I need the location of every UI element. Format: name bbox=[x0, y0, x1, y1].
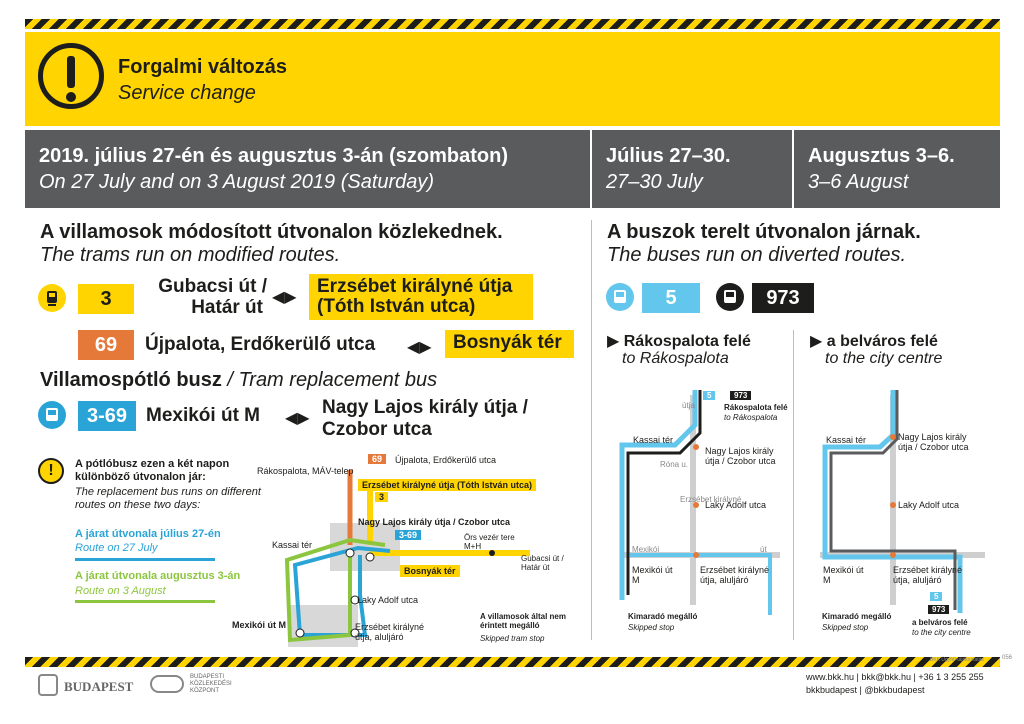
map1-mexikoi-street: Mexikói bbox=[632, 545, 660, 554]
map1-skipped-hu: Kimaradó megálló bbox=[628, 612, 698, 621]
date-hu: Július 27–30. bbox=[606, 145, 731, 167]
legend-july-hu: A járat útvonala július 27-én bbox=[75, 528, 221, 540]
footer-contact-2[interactable]: bkkbudapest | @bkkbudapest bbox=[806, 685, 925, 695]
map2-mexikoi: Mexikói út M bbox=[823, 565, 864, 585]
date-hu: Augusztus 3–6. bbox=[808, 145, 955, 167]
tram-3-destination bbox=[309, 274, 533, 320]
tram-3-from-1: Gubacsi út / bbox=[158, 276, 267, 297]
bus-divider bbox=[793, 330, 794, 640]
skipped-stop-hu: A villamosok által nem érintett megálló bbox=[480, 612, 566, 630]
map2-city-en: to the city centre bbox=[912, 628, 971, 637]
legend-july-en: Route on 27 July bbox=[75, 542, 158, 554]
note-en: The replacement bus runs on different routes on these two days: bbox=[75, 486, 261, 511]
hazard-stripe-bottom bbox=[25, 657, 1000, 667]
map1-rakospalota-en: to Rákospalota bbox=[724, 413, 778, 422]
legend-aug-en: Route on 3 August bbox=[75, 585, 166, 597]
replacement-to-1: Nagy Lajos király útja / bbox=[322, 397, 528, 418]
tram-69-destination: Bosnyák tér bbox=[445, 330, 574, 358]
bus-5-badge: 5 bbox=[642, 283, 700, 313]
map-label-mexikoi: Mexikói út M bbox=[232, 620, 287, 630]
bus-icon bbox=[38, 401, 66, 429]
tram-icon bbox=[38, 284, 66, 312]
date-en: 3–6 August bbox=[808, 171, 909, 193]
budapest-crest-icon bbox=[38, 674, 58, 696]
map-label-laky: Laky Adolf utca bbox=[357, 595, 419, 605]
map-label-erzsebet-alul: Erzsébet királyné útja, aluljáró bbox=[355, 622, 425, 642]
map-label-bosnyak: Bosnyák tér bbox=[400, 565, 460, 577]
bidirectional-arrow-icon: ◀▶ bbox=[407, 339, 432, 356]
date-en: On 27 July and on 3 August 2019 (Saturday) bbox=[39, 171, 435, 193]
bidirectional-arrow-icon: ◀▶ bbox=[272, 289, 297, 306]
map2-laky: Laky Adolf utca bbox=[898, 500, 960, 510]
date-en: 27–30 July bbox=[606, 171, 703, 193]
tram-3-from-2: Határ út bbox=[191, 297, 263, 318]
bus-section-subtitle: The buses run on diverted routes. bbox=[607, 244, 907, 266]
map1-badge-973: 973 bbox=[730, 391, 751, 400]
map1-erzsebet-alul: Erzsébet királyné útja, aluljáró bbox=[700, 565, 770, 585]
map1-skipped-en: Skipped stop bbox=[628, 623, 675, 632]
map2-erzsebet-alul: Erzsébet királyné útja, aluljáró bbox=[893, 565, 963, 585]
bidirectional-arrow-icon: ◀▶ bbox=[285, 410, 310, 427]
night-bus-icon bbox=[716, 283, 744, 311]
map1-mexikoi: Mexikói út M bbox=[632, 565, 673, 585]
map-label-nagy-lajos: Nagy Lajos király útja / Czobor utca bbox=[358, 517, 511, 527]
map1-nagy-lajos: Nagy Lajos király útja / Czobor utca bbox=[705, 446, 776, 466]
footer-code: 056 bbox=[1002, 655, 1013, 661]
map-label-ors: Örs vezér tere M+H bbox=[464, 533, 515, 551]
tram-69-from: Újpalota, Erdőkerülő utca bbox=[145, 334, 376, 355]
dir2-hu: a belváros felé bbox=[826, 333, 938, 350]
map2-badge-5: 5 bbox=[930, 592, 942, 601]
dir2-title: ▶ a belváros felé bbox=[810, 333, 938, 350]
replacement-from: Mexikói út M bbox=[146, 405, 261, 426]
footer-city: BUDAPEST bbox=[64, 679, 134, 694]
bkk-logo bbox=[150, 675, 184, 693]
dir1-hu: Rákospalota felé bbox=[623, 333, 751, 350]
map1-rona: Róna u. bbox=[660, 460, 689, 469]
tram-69-badge: 69 bbox=[78, 330, 134, 360]
map2-badge-973: 973 bbox=[928, 605, 949, 614]
page-title: Forgalmi változás bbox=[118, 56, 287, 78]
date-band-2 bbox=[592, 130, 792, 208]
warning-icon bbox=[38, 43, 104, 109]
map-label-gubacsi: Gubacsi út / Határ út bbox=[521, 554, 564, 572]
map2-kassai: Kassai tér bbox=[826, 435, 867, 445]
tram-3-to-1: Erzsébet királyné útja bbox=[317, 276, 513, 297]
tram-3-to-2: (Tóth István utca) bbox=[317, 296, 476, 317]
date-band-3 bbox=[794, 130, 1000, 208]
replacement-title bbox=[40, 369, 437, 392]
map1-utja: útja bbox=[682, 401, 695, 410]
map-label-69-dest: Újpalota, Erdőkerülő utca bbox=[395, 455, 497, 465]
map1-laky: Laky Adolf utca bbox=[705, 500, 767, 510]
dir2-en: to the city centre bbox=[825, 350, 943, 367]
dir1-title: ▶ Rákospalota felé bbox=[607, 333, 751, 350]
dir1-en: to Rákospalota bbox=[622, 350, 729, 367]
map1-rakospalota-hu: Rákospalota felé bbox=[724, 403, 788, 412]
replacement-badge: 3-69 bbox=[78, 401, 136, 431]
map-badge-3: 3 bbox=[375, 492, 388, 502]
replacement-to-2: Czobor utca bbox=[322, 419, 432, 440]
map2-city-hu: a belváros felé bbox=[912, 618, 968, 627]
legend-aug-hu: A járat útvonala augusztus 3-án bbox=[75, 570, 241, 582]
date-band-1 bbox=[25, 130, 590, 208]
map-label-erzsebet-toth: Erzsébet királyné útja (Tóth István utca) bbox=[358, 479, 536, 491]
warning-icon: ! bbox=[38, 458, 64, 484]
map2-skipped-hu: Kimaradó megálló bbox=[822, 612, 892, 621]
footer-bkk-text: BUDAPESTI KÖZLEKEDÉSI KÖZPONT bbox=[190, 674, 232, 694]
map1-badge-5: 5 bbox=[703, 391, 715, 400]
note-hu: A pótlóbusz ezen a két napon különböző útvonalon jár: bbox=[75, 458, 230, 483]
map-badge-369: 3-69 bbox=[395, 530, 421, 540]
date-hu: 2019. július 27-én és augusztus 3-án (szombaton) bbox=[39, 145, 509, 167]
header-banner bbox=[25, 32, 1000, 126]
legend-july-line bbox=[75, 558, 215, 561]
map-label-rakospalota: Rákospalota, MÁV-telep bbox=[257, 466, 354, 476]
tram-section-title: A villamosok módosított útvonalon közlekednek. bbox=[40, 221, 503, 243]
tram-section-subtitle: The trams run on modified routes. bbox=[40, 244, 341, 266]
map-badge-69: 69 bbox=[368, 454, 386, 464]
map2-skipped-en: Skipped stop bbox=[822, 623, 869, 632]
bus-icon bbox=[606, 283, 634, 311]
bus-section-title: A buszok terelt útvonalon járnak. bbox=[607, 221, 921, 243]
bus-973-badge: 973 bbox=[752, 283, 814, 313]
page-subtitle: Service change bbox=[118, 82, 256, 104]
map1-kassai: Kassai tér bbox=[633, 435, 674, 445]
hazard-stripe-top bbox=[25, 19, 1000, 29]
tram-3-badge: 3 bbox=[78, 284, 134, 314]
footer-contact-1[interactable]: www.bkk.hu | bkk@bkk.hu | +36 1 3 255 255 bbox=[806, 672, 984, 682]
replacement-title-hu: Villamospótló busz bbox=[40, 369, 222, 391]
map-label-kassai: Kassai tér bbox=[272, 540, 313, 550]
map1-ut: út bbox=[760, 545, 767, 554]
skipped-stop-en: Skipped tram stop bbox=[480, 634, 545, 643]
section-divider bbox=[591, 220, 592, 640]
map2-nagy-lajos: Nagy Lajos király útja / Czobor utca bbox=[898, 432, 969, 452]
replacement-title-en: / Tram replacement bus bbox=[221, 369, 438, 391]
footer-credit: BKK Ügyfél-tájékoztatás bbox=[930, 657, 984, 663]
map1-erzsebet: Erzsébet királyné bbox=[680, 495, 742, 504]
legend-aug-line bbox=[75, 600, 215, 603]
